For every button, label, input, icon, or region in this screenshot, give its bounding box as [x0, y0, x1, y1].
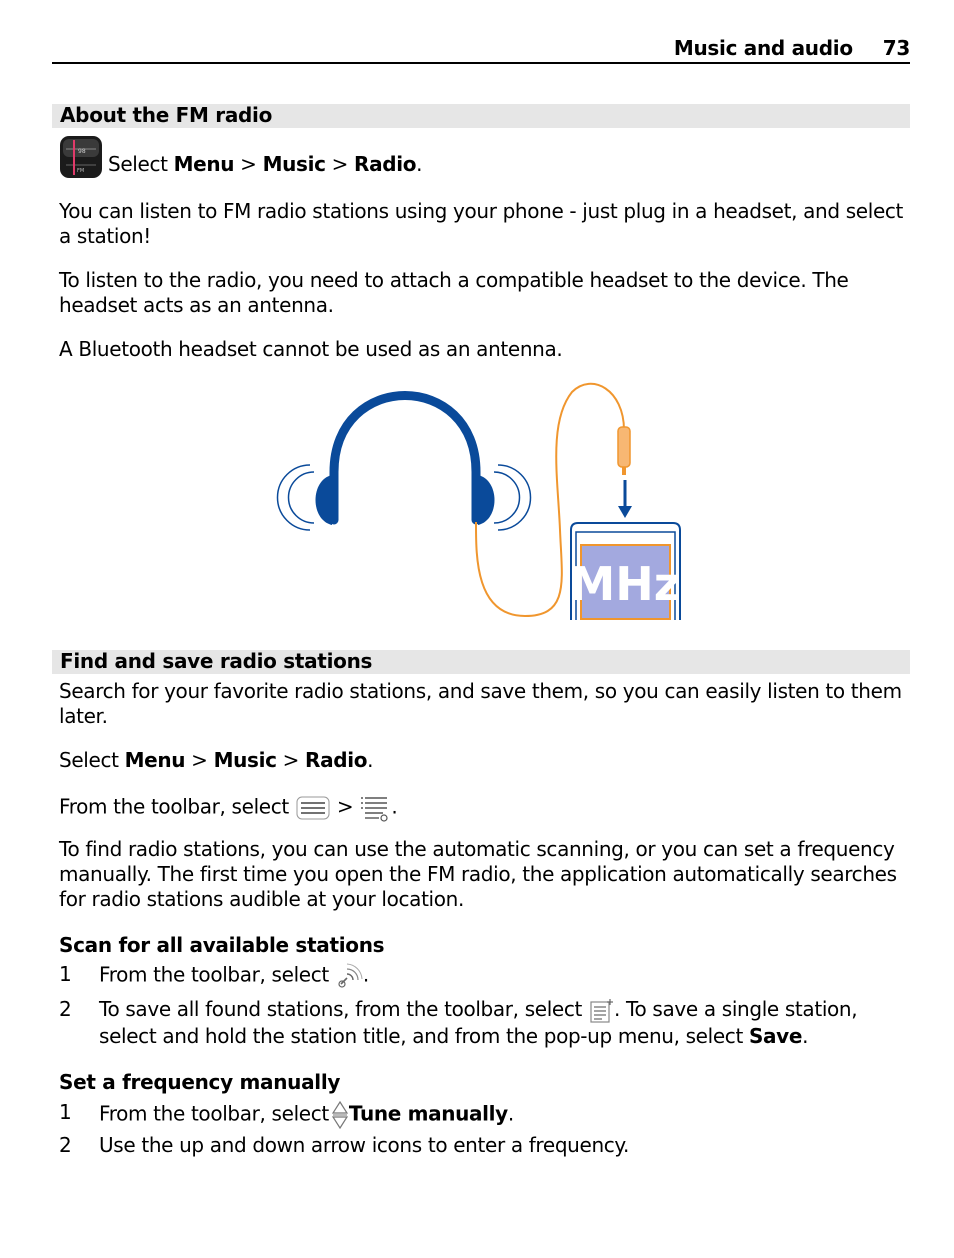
- manual-step-1: From the toolbar, select Tune manually.: [99, 1100, 909, 1130]
- menu-label: Menu: [124, 748, 186, 772]
- paragraph-headset-antenna: To listen to the radio, you need to attach a compatible headset to the device. The headset acts as an antenna.: [59, 268, 849, 317]
- options-menu-icon: [295, 794, 331, 822]
- music-label: Music: [213, 748, 277, 772]
- paragraph-bluetooth-note: A Bluetooth headset cannot be used as an antenna.: [59, 337, 563, 361]
- fm-radio-app-icon: [59, 135, 103, 179]
- subheading-scan: Scan for all available stations: [59, 933, 385, 957]
- tune-up-down-icon: [331, 1100, 349, 1130]
- tune-manually-label: Tune manually: [348, 1101, 508, 1126]
- page-header: [52, 30, 910, 64]
- section-title-find-save: Find and save radio stations: [60, 649, 373, 673]
- section-heading-bar: [52, 104, 910, 128]
- svg-text:98: 98: [78, 148, 86, 155]
- save-all-stations-icon: [588, 998, 614, 1024]
- header-text: [674, 36, 910, 60]
- header-section-title: Music and audio: [673, 36, 853, 60]
- menu-label: Menu: [173, 152, 235, 176]
- station-list-icon: [359, 793, 391, 823]
- scan-step-2: To save all found stations, from the toolbar, select . To save a single station, select and hold the station title, and from the pop-up menu, select Save.: [99, 997, 858, 1048]
- page-number: 73: [882, 36, 910, 60]
- step-number: 1: [59, 1100, 72, 1124]
- music-label: Music: [262, 152, 326, 176]
- step-number: 2: [59, 997, 72, 1021]
- subheading-manual: Set a frequency manually: [59, 1070, 341, 1094]
- radio-label: Radio: [305, 748, 368, 772]
- scan-step-1: From the toolbar, select .: [99, 962, 909, 990]
- mhz-display-text: MHz: [569, 557, 681, 611]
- headset-device-illustration: [270, 380, 690, 625]
- scan-icon: [335, 962, 363, 990]
- step-number: 2: [59, 1133, 72, 1157]
- step-number: 1: [59, 962, 72, 986]
- radio-label: Radio: [354, 152, 417, 176]
- select-path-2: Select Menu > Music > Radio.: [59, 748, 374, 772]
- paragraph-fm-intro: You can listen to FM radio stations using your phone - just plug in a headset, and select a station!: [59, 199, 904, 248]
- paragraph-scanning-info: To find radio stations, you can use the automatic scanning, or you can set a frequency manually. The first time you open the FM radio, the application automatically searches for radio stations audible at your location.: [59, 837, 897, 911]
- section-heading-bar: [52, 650, 910, 674]
- select-path-1: Select Menu > Music > Radio.: [108, 152, 423, 176]
- section-title-about-fm-radio: About the FM radio: [60, 103, 273, 127]
- save-label: Save: [748, 1023, 803, 1048]
- manual-step-2: Use the up and down arrow icons to enter a frequency.: [99, 1133, 630, 1157]
- svg-text:FM: FM: [77, 168, 85, 174]
- paragraph-search-save: Search for your favorite radio stations, and save them, so you can easily listen to them later.: [59, 679, 902, 728]
- toolbar-instruction: From the toolbar, select > .: [59, 793, 909, 823]
